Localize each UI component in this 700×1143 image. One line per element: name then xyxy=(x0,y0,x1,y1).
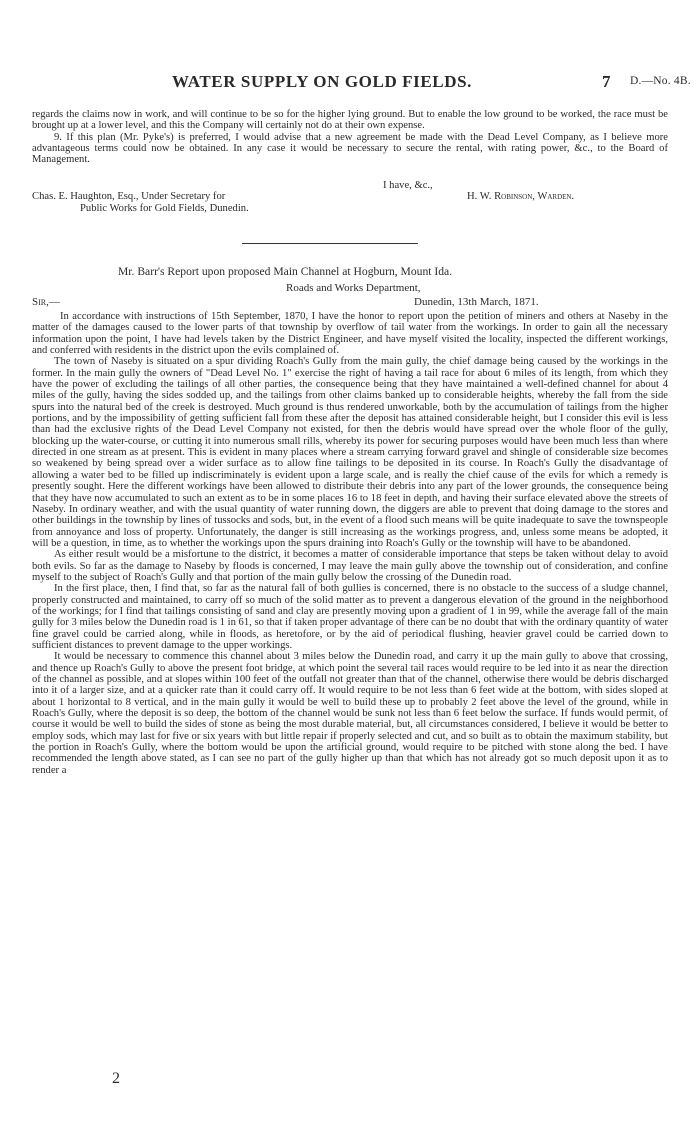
addressee-line-2: Public Works for Gold Fields, Dunedin. xyxy=(80,203,249,214)
page-number: 7 xyxy=(602,72,611,91)
running-header xyxy=(0,72,700,92)
continuation-text xyxy=(32,109,668,166)
page-title: WATER SUPPLY ON GOLD FIELDS. xyxy=(172,72,473,91)
department-line: Roads and Works Department, xyxy=(286,282,421,294)
report-paragraph: The town of Naseby is situated on a spur dividing Roach's Gully from the main gully, the chief damage being caused by the workings in the former. In the main gully the owners of "Dead Level No. 1" exercise the right of having a tail race for about 6 miles of its length, from which they have the power of excluding the tailings of all other parties, the consequence being that they have maintained a well-defined channel for about 4 miles of the gully, having the sides sodded up, and the tailings from other claims banked up to considerable heights, whereby the fall from the side spurs into the natural bed of the creek is destroyed. Much ground is thus rendered unworkable, both by the accumulation of tailings from the higher portions, and by the impossibility of getting sufficient fall from these after the deposit has attained considerable height, but I consider this evil is less than had the exclusive rights of the Dead Level Company not existed, for then the debris would have spread over the whole floor of the gully, blocking up the water-course, or cutting it into numerous small rills, whereby its power for securing purposes would have been much less than where directed in one stream as at present. This is evident in many places where a stream carrying forward gravel and shingle of considerable size becomes so weakened by being spread over a wider surface as to allow fine tailings to be deposited in its course. In Roach's Gully the disadvantage of allowing a water bed to be filled up indiscriminately is evident upon a large scale, and is really the chief cause of the evils for which a remedy is presently sought. Here the different workings have been allowed to distribute their debris into any part of the lower grounds, the consequence being that they have now accumulated to such an extent as to be in some places 16 to 18 feet in depth, and having their surface elevated above the streets of Naseby. In ordinary weather, and with the usual quantity of water running down, the diggers are able to prevent that doing damage to the stores and other buildings in the township by lines of tussocks and sods, but, in the event of a flood such means will be quite inadequate to save the townspeople from annoyance and loss of property. Unfortunately, the danger is still increasing as the workings progress, and, unless some means be adopted, it will be a question, in time, as to whether the workings upon the spurs draining into Roach's Gully or the township will have to be abandoned. xyxy=(32,356,668,549)
report-paragraph: As either result would be a misfortune to the district, it becomes a matter of considerable importance that steps be taken without delay to avoid both evils. So far as the damage to Naseby by floods is concerned, I may leave the main gully above the township out of consideration, and confine myself to the subject of Roach's Gully and that portion of the main gully below the crossing of the Dunedin road. xyxy=(32,549,668,583)
section-divider xyxy=(242,243,418,244)
place-date: Dunedin, 13th March, 1871. xyxy=(414,296,539,308)
signature-mark: 2 xyxy=(112,1070,120,1087)
addressee-line-1: Chas. E. Haughton, Esq., Under Secretary for xyxy=(32,191,226,202)
report-paragraph: In accordance with instructions of 15th September, 1870, I have the honor to report upon the petition of miners and others at Naseby in the matter of the damages caused to the lower parts of that township by overflow of tail water from the workings. In order to gain all the necessary information upon the point, I have had levels taken by the District Engineer, and have myself visited the locality, inspected the different workings, and conferred with residents in the district upon the evils complained of. xyxy=(32,311,668,357)
numbered-paragraph-9: 9. If this plan (Mr. Pyke's) is preferred, I would advise that a new agreement be made with the Dead Level Company, as I believe more advantageous terms could now be obtained. In any case it would be necessary to secure the rental, with rating power, &c., to the Board of Management. xyxy=(32,131,668,166)
report-title: Mr. Barr's Report upon proposed Main Channel at Hogburn, Mount Ida. xyxy=(118,265,453,278)
closing-phrase: I have, &c., xyxy=(383,180,433,191)
document-reference: D.—No. 4B. xyxy=(630,75,691,87)
continuation-paragraph: regards the claims now in work, and will continue to be so for the higher lying ground. But to enable the low ground to be worked, the race must be brought up at a lower level, and this the Company will certainly not do at their own expense. xyxy=(32,109,668,132)
salutation: Sir,— xyxy=(32,296,60,308)
report-paragraph: In the first place, then, I find that, so far as the natural fall of both gullies is concerned, there is no obstacle to the success of a sludge channel, properly constructed and maintained, to carry off so much of the solid matter as to prevent a dangerous elevation of the ground in the neighborhood of the workings; for I find that tailings consisting of sand and clay are presently moving upon a gradient of 1 in 99, while the average fall of the main gully for 3 miles below the Dunedin road is 1 in 61, so that if taken proper advantage of there can be no doubt that with the ordinary quantity of water fine gravel could be carried along, while in floods, as heretofore, or by the aid of periodical flushing, heavier gravel could be carried down to sufficient distances to prevent damage to the upper workings. xyxy=(32,583,668,651)
report-paragraph: It would be necessary to commence this channel about 3 miles below the Dunedin road, and carry it up the main gully to above that crossing, and thence up Roach's Gully to above the present foot bridge, at which point the several tail races would require to be led into it as near the direction of the channel as possible, and at slopes within 100 feet of the outfall not greater than that of the channel, otherwise there would be debris discharged into it of a larger size, and at a quicker rate than it could carry off. It would require to be not less than 6 feet wide at the bottom, with sides sloped at about 1 horizontal to 8 vertical, and in the main gully it would be well to build these up to probably 2 feet above the level of the ground, while in Roach's Gully, where the deposit is so deep, the bottom of the channel would be sunk not less than 6 feet below the surface. If funds would permit, of course it would be well to build the sides of stone as being the most durable material, but, all circumstances considered, I believe it would be better to employ sods, which may last for five or six years with but little repair if properly selected and cut, and so built as to obtain the maximum stability, but the portion in Roach's Gully, where the bottom would be upon the artificial ground, would require to be pitched with stone along the bed. I have recommended the length above stated, as I can see no part of the gully higher up than that which has not already got so much deposit upon it as to render a xyxy=(32,651,668,776)
signatory: H. W. Robinson, Warden. xyxy=(467,191,575,202)
report-body xyxy=(32,311,668,776)
